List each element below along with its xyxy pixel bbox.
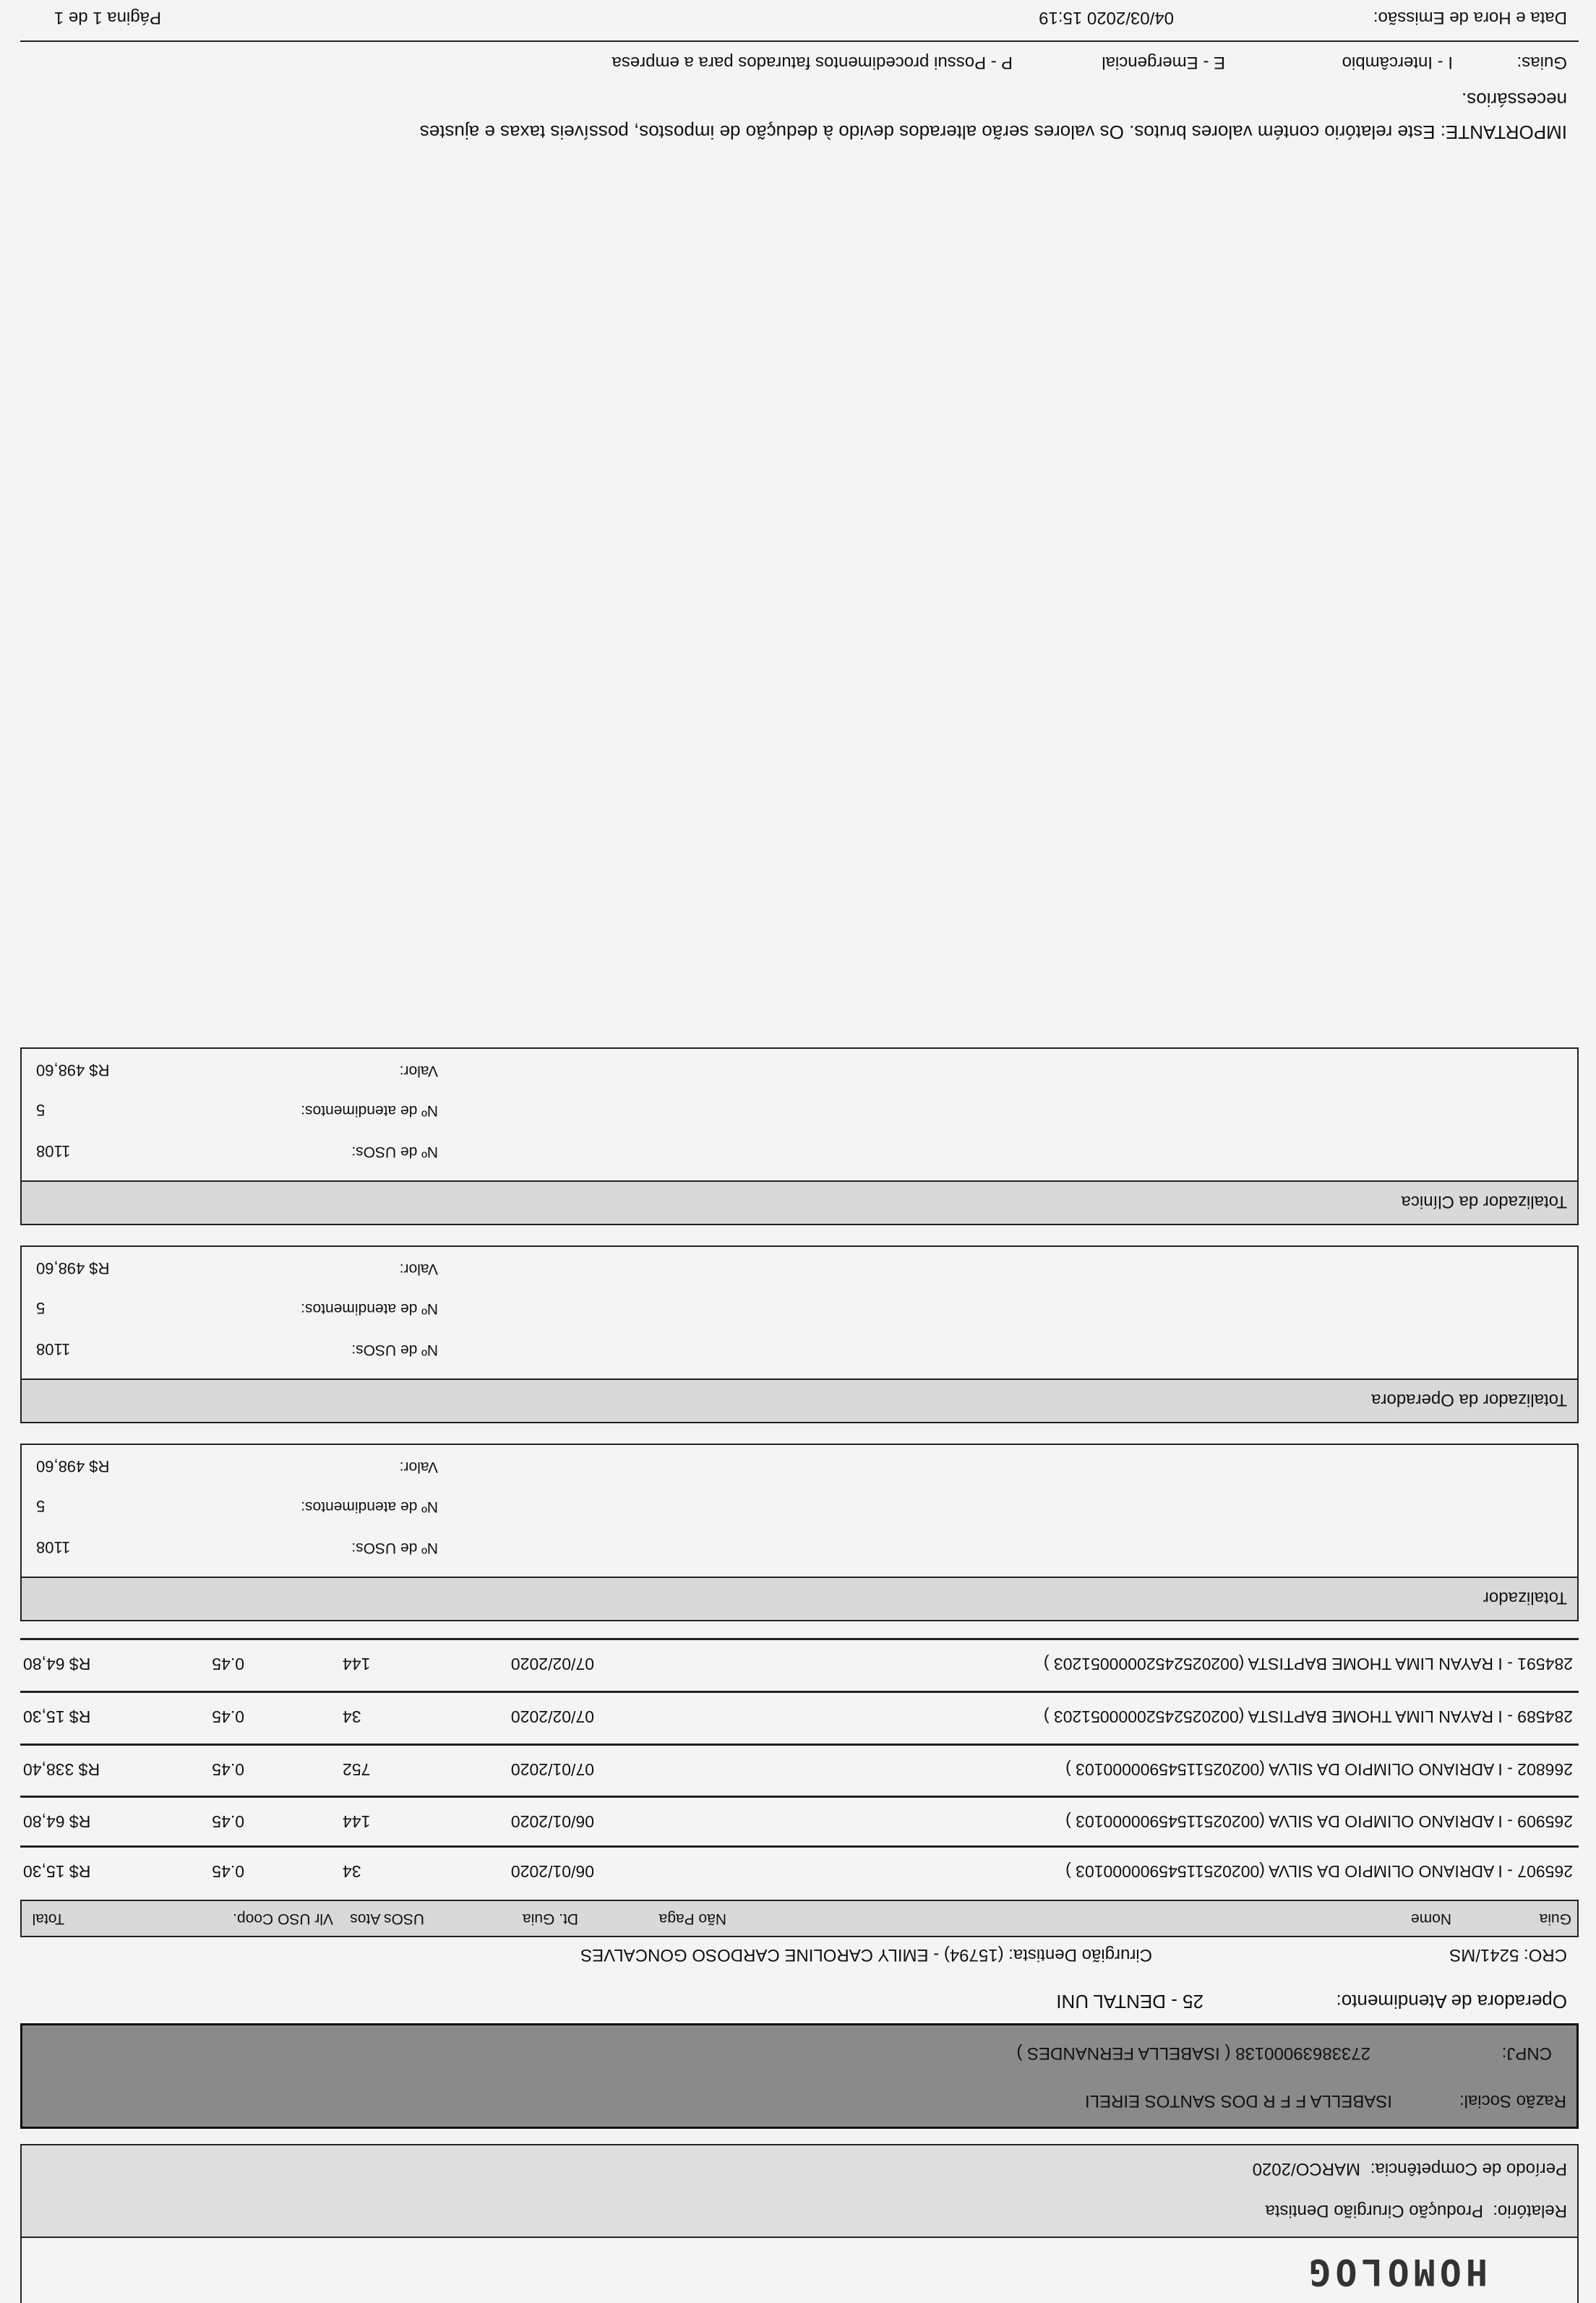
guia-legend-i: I - Intercâmbio	[1342, 53, 1453, 72]
totalizer-title: Totalizador da Clínica	[1401, 1192, 1567, 1211]
important-note: IMPORTANTE: Este relatório contém valores brutos. Os valores serão alterados devido à dedução de impostos, possíveis taxas e ajustes	[419, 121, 1567, 143]
totalizer-title: Totalizador da Operadora	[1371, 1390, 1567, 1410]
cnpj-value: 27338639000138 ( ISABELLA FERNANDES )	[1016, 2043, 1370, 2063]
operadora-label: Operadora de Atendimento:	[1336, 1991, 1567, 2012]
totalizer-header	[20, 1378, 1579, 1423]
report-label: Relatório:	[1493, 2201, 1567, 2221]
row-total: R$ 15,30	[23, 1707, 91, 1726]
period-value: MARCO/2020	[1252, 2159, 1360, 2179]
important-note-cont: necessários.	[1462, 89, 1567, 111]
col-nome: Nome	[1410, 1910, 1451, 1927]
atendimentos-value: 5	[36, 1497, 46, 1515]
atendimentos-label: Nº de atendimentos:	[301, 1102, 438, 1119]
atendimentos-value: 5	[36, 1299, 46, 1317]
guias-label: Guias:	[1516, 53, 1567, 72]
row-vlr: 0.45	[212, 1760, 244, 1779]
row-guia: 265907 - I ADRIANO OLIMPIO DA SILVA (00202511545900000103 )	[1065, 1862, 1573, 1881]
dentist-name: Cirurgião Dentista: (15794) - EMILY CAROLINE CARDOSO GONCALVES	[580, 1945, 1152, 1965]
emission-label: Data e Hora de Emissão:	[1373, 8, 1567, 27]
col-nao-paga: Não Paga	[658, 1910, 726, 1927]
razao-value: ISABELLA F F R DOS SANTOS EIRELI	[1084, 2091, 1392, 2111]
valor-value: R$ 498,60	[36, 1457, 110, 1475]
row-usos: 144	[343, 1812, 371, 1831]
totalizer-header	[20, 1180, 1579, 1225]
row-guia: 284591 - I RAYAN LIMA THOME BAPTISTA (00202524520000051203 )	[1043, 1655, 1573, 1673]
totalizer-body	[20, 1444, 1579, 1578]
table-row	[20, 1693, 1579, 1741]
usos-label: Nº de USOs:	[351, 1540, 438, 1556]
usos-value: 1108	[36, 1142, 71, 1160]
atendimentos-label: Nº de atendimentos:	[301, 1300, 438, 1317]
report-value: Produção Cirurgião Dentista	[1265, 2201, 1483, 2221]
totalizer-body	[20, 1245, 1579, 1380]
row-total: R$ 15,30	[23, 1862, 91, 1881]
cro: CRO: 5241/MS	[1449, 1945, 1567, 1965]
report-info-box	[20, 2144, 1579, 2238]
row-vlr: 0.45	[212, 1655, 244, 1673]
homolog-watermark: HOMOLOG	[1305, 2251, 1488, 2293]
valor-value: R$ 498,60	[36, 1061, 110, 1079]
page-number: Página 1 de 1	[53, 8, 161, 27]
operadora-value: 25 - DENTAL UNI	[1056, 1991, 1204, 2012]
totalizer-header	[20, 1577, 1579, 1621]
totalizer-title: Totalizador	[1483, 1588, 1567, 1608]
valor-label: Valor:	[399, 1261, 438, 1277]
company-box	[20, 2023, 1579, 2129]
row-usos: 144	[343, 1655, 371, 1673]
period-label: Período de Competência:	[1370, 2159, 1567, 2179]
row-date: 07/02/2020	[510, 1707, 594, 1726]
usos-label: Nº de USOs:	[351, 1144, 438, 1160]
row-total: R$ 338,40	[23, 1760, 100, 1779]
row-usos: 34	[343, 1862, 361, 1881]
row-vlr: 0.45	[212, 1812, 244, 1831]
valor-label: Valor:	[399, 1063, 438, 1079]
table-row	[20, 1798, 1579, 1845]
table-row	[20, 1848, 1579, 1895]
row-total: R$ 64,80	[23, 1655, 91, 1673]
row-vlr: 0.45	[212, 1707, 244, 1726]
row-date: 07/01/2020	[510, 1760, 594, 1779]
atendimentos-label: Nº de atendimentos:	[301, 1498, 438, 1515]
usos-value: 1108	[36, 1538, 71, 1556]
usos-label: Nº de USOs:	[351, 1342, 438, 1358]
col-vlr-uso: Vlr USO Coop.	[233, 1910, 333, 1927]
row-date: 07/02/2020	[510, 1655, 594, 1673]
cnpj-label: CNPJ:	[1501, 2043, 1552, 2063]
valor-label: Valor:	[399, 1459, 438, 1475]
table-header	[20, 1900, 1579, 1937]
totalizer-body	[20, 1047, 1579, 1182]
valor-value: R$ 498,60	[36, 1259, 110, 1277]
table-row	[20, 1746, 1579, 1793]
col-dt-guia: Dt. Guia	[522, 1910, 578, 1927]
row-guia: 266802 - I ADRIANO OLIMPIO DA SILVA (00202511545900000103 )	[1065, 1760, 1573, 1779]
footer-divider	[20, 40, 1579, 42]
row-date: 06/01/2020	[510, 1862, 594, 1881]
col-usos-atos: USOs Atos	[350, 1910, 424, 1927]
col-total: Total	[32, 1910, 64, 1927]
guia-legend-e: E - Emergencial	[1102, 53, 1225, 72]
table-row	[20, 1640, 1579, 1688]
row-total: R$ 64,80	[23, 1812, 91, 1831]
row-usos: 752	[343, 1760, 371, 1779]
row-guia: 284589 - I RAYAN LIMA THOME BAPTISTA (00202524520000051203 )	[1043, 1707, 1573, 1726]
row-guia: 265909 - I ADRIANO OLIMPIO DA SILVA (00202511545900000103 )	[1065, 1812, 1573, 1831]
row-usos: 34	[343, 1707, 361, 1726]
emission-value: 04/03/2020 15:19	[1039, 8, 1174, 27]
header-box	[20, 2236, 1579, 2303]
row-date: 06/01/2020	[510, 1812, 594, 1831]
col-guia: Guia	[1539, 1910, 1571, 1927]
usos-value: 1108	[36, 1340, 71, 1358]
row-vlr: 0.45	[212, 1862, 244, 1881]
razao-label: Razão Social:	[1459, 2091, 1566, 2111]
guia-legend-p: P - Possui procedimentos faturados para a empresa	[612, 53, 1013, 72]
atendimentos-value: 5	[36, 1101, 46, 1119]
